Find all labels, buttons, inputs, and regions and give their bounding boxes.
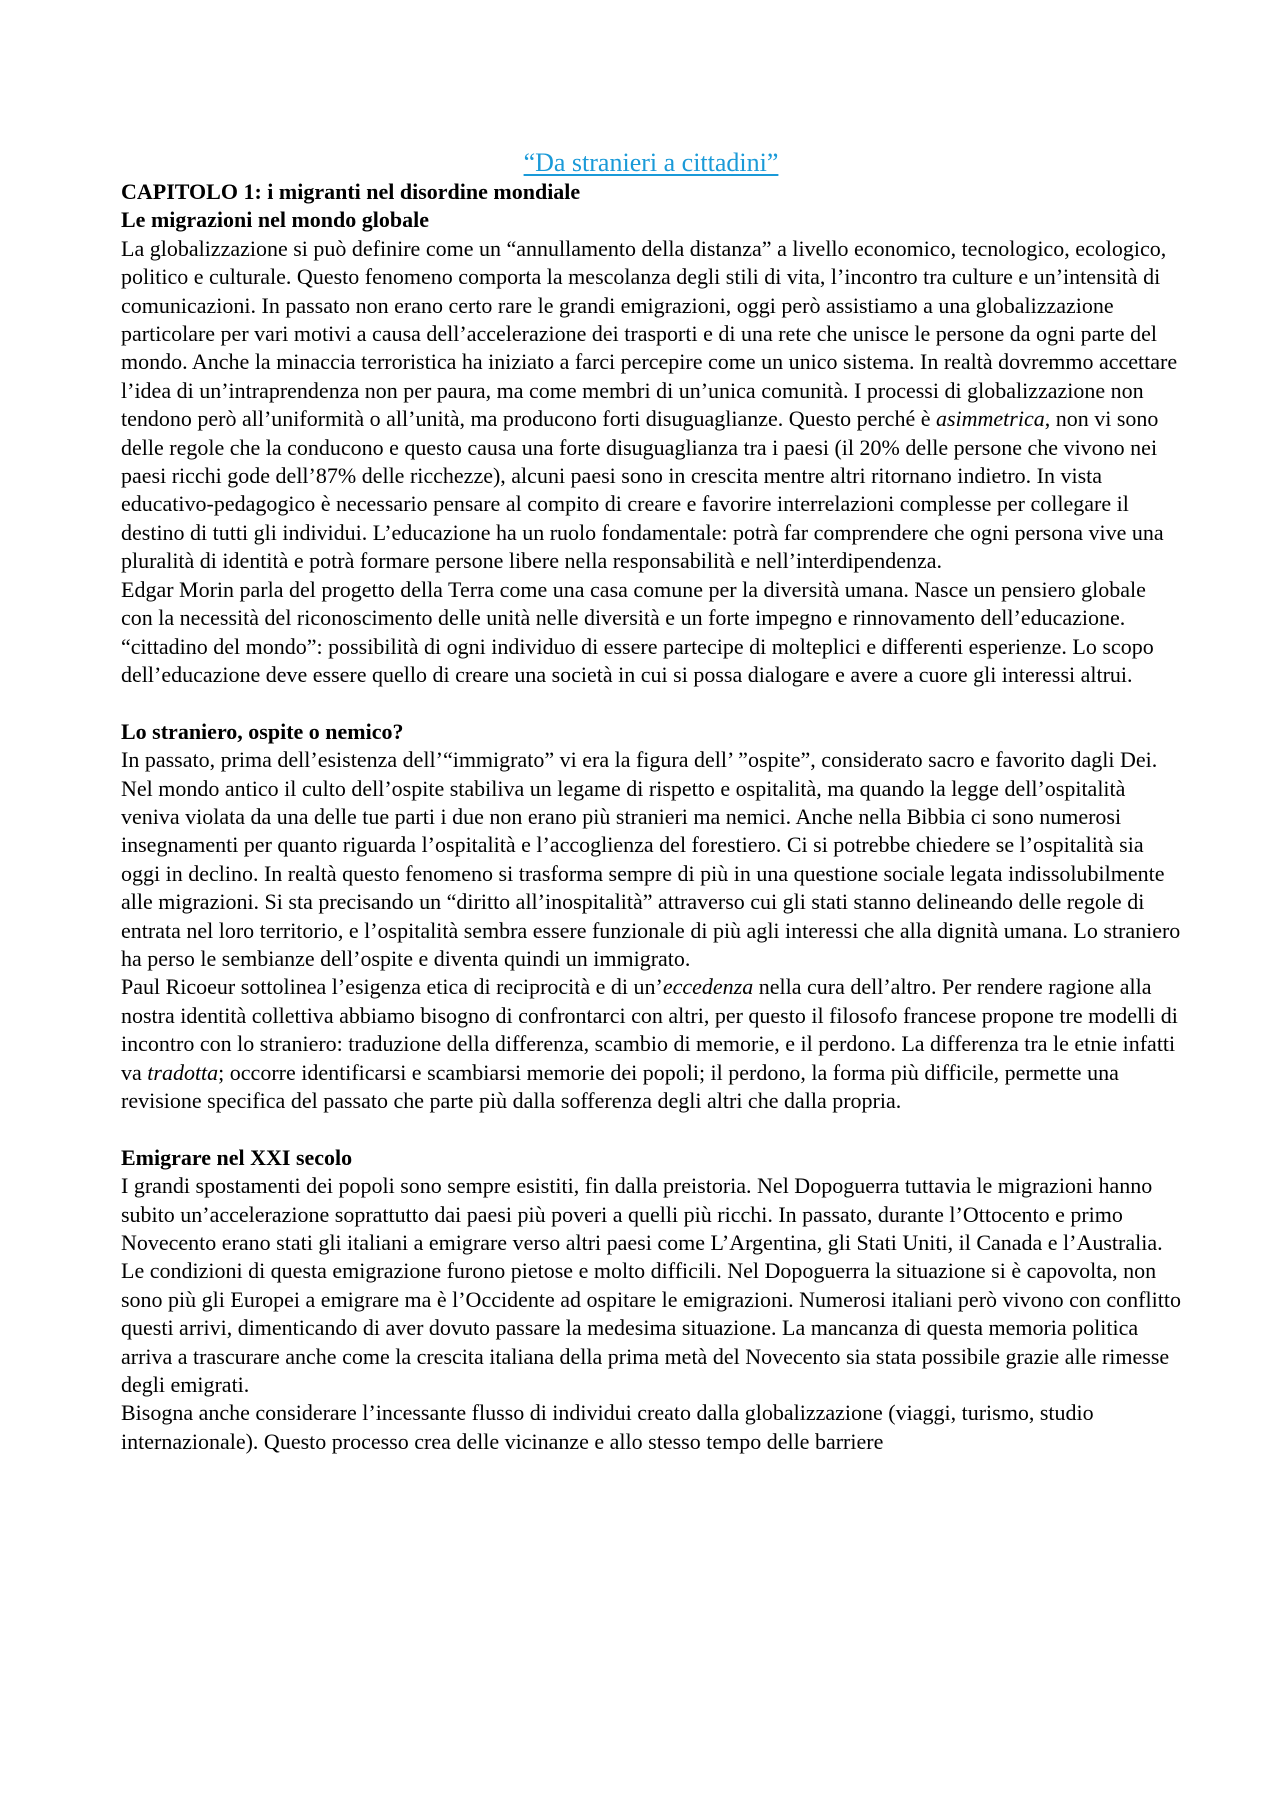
text-run: Paul Ricoeur sottolinea l’esigenza etica di reciprocità e di un’ [121, 974, 663, 1000]
emphasis-asimmetrica: asimmetrica [935, 406, 1045, 432]
section-heading-emigrare: Emigrare nel XXI secolo [121, 1144, 353, 1170]
paragraph-flusso: Bisogna anche considerare l’incessante flusso di individui creato dalla globalizzazione (viaggi, turismo, studio internazionale). Questo processo crea delle vicinanze e allo stesso tempo delle barriere [121, 1400, 1094, 1454]
document-title: “Da stranieri a cittadini” [523, 148, 779, 177]
text-run: nella cura dell’altro. Per rendere ragione alla nostra identità collettiva abbiamo bisogno di confrontarci con altri, per questo il filosofo francese propone tre modelli di incontro con lo straniero: traduzione della differenza, scambio di memorie, e il perdono. La differenza tra le etnie infatti va [121, 974, 1178, 1085]
document-page [121, 148, 1181, 1456]
text-run: ; occorre identificarsi e scambiarsi memorie dei popoli; il perdono, la forma più difficile, permette una revisione specifica del passato che parte più dalla sofferenza degli altri che dalla propria. [121, 1059, 1119, 1113]
paragraph-cittadino-del-mondo: “cittadino del mondo”: possibilità di ogni individuo di essere partecipe di molteplici e differenti esperienze. Lo scopo dell’educazione deve essere quello di creare una società in cui si possa dialogare e avere a cuore gli interessi altrui. [121, 633, 1154, 687]
paragraph-ricoeur [121, 973, 1181, 1115]
paragraph-spostamenti: I grandi spostamenti dei popoli sono sempre esistiti, fin dalla preistoria. Nel Dopoguerra tuttavia le migrazioni hanno subito un’accelerazione soprattutto dai paesi più poveri a quelli più ricchi. In passato, durante l’Ottocento e primo Novecento erano stati gli italiani a emigrare verso altri paesi come L’Argentina, gli Stati Uniti, il Canada e l’Australia. Le condizioni di questa emigrazione furono pietose e molto difficili. Nel Dopoguerra la situazione si è capovolta, non sono più gli Europei a emigrare ma è l’Occidente ad ospitare le emigrazioni. Numerosi italiani però vivono con conflitto questi arrivi, dimenticando di aver dovuto passare la medesima situazione. La mancanza di questa memoria politica arriva a trascurare anche come la crescita italiana della prima metà del Novecento sia stata possibile grazie alle rimesse degli emigrati. [121, 1173, 1181, 1398]
blank-line [121, 689, 1181, 717]
text-run: , non vi sono delle regole che la conducono e questo causa una forte disuguaglianza tra i paesi (il 20% delle persone che vivono nei paesi ricchi gode dell’87% delle ricchezze), alcuni paesi sono in crescita mentre altri ritornano indietro. In vista educativo-pedagogico è necessario pensare al compito di creare e favorire interrelazioni complesse per collegare il destino di tutti gli individui. L’educazione ha un ruolo fondamentale: potrà far comprendere che ogni persona vive una pluralità di identità e potrà formare persone libere nella responsabilità e nell’interdipendenza. [121, 406, 1164, 574]
section-heading-straniero: Lo straniero, ospite o nemico? [121, 718, 404, 744]
section-heading-migrazioni: Le migrazioni nel mondo globale [121, 207, 429, 233]
blank-line [121, 1115, 1181, 1143]
emphasis-eccedenza: eccedenza [662, 974, 754, 1000]
emphasis-tradotta: tradotta [147, 1059, 219, 1085]
paragraph-ospite: In passato, prima dell’esistenza dell’“immigrato” vi era la figura dell’ ”ospite”, considerato sacro e favorito dagli Dei. Nel mondo antico il culto dell’ospite stabiliva un legame di rispetto e ospitalità, ma quando la legge dell’ospitalità veniva violata da una delle tue parti i due non erano più stranieri ma nemici. Anche nella Bibbia ci sono numerosi insegnamenti per quanto riguarda l’ospitalità e l’accoglienza del forestiero. Ci si potrebbe chiedere se l’ospitalità sia oggi in declino. In realtà questo fenomeno si trasforma sempre di più in una questione sociale legata indissolubilmente alle migrazioni. Si sta precisando un “diritto all’inospitalità” attraverso cui gli stati stanno delineando delle regole di entrata nel loro territorio, e l’ospitalità sembra essere funzionale di più agli interessi che alla dignità umana. Lo straniero ha perso le sembianze dell’ospite e diventa quindi un immigrato. [121, 747, 1181, 971]
paragraph-morin: Edgar Morin parla del progetto della Terra come una casa comune per la diversità umana. Nasce un pensiero globale con la necessità del riconoscimento delle unità nelle diversità e un forte impegno e rinnovamento dell’educazione. [121, 576, 1146, 631]
text-run: La globalizzazione si può definire come un “annullamento della distanza” a livello economico, tecnologico, ecologico, politico e culturale. Questo fenomeno comporta la mescolanza degli stili di vita, l’incontro tra culture e un’intensità di comunicazioni. In passato non erano certo rare le grandi emigrazioni, oggi però assistiamo a una globalizzazione particolare per vari motivi a causa dell’accelerazione dei trasporti e di una rete che unisce le persone da ogni parte del mondo. Anche la minaccia terroristica ha iniziato a farci percepire come un unico sistema. In realtà dovremmo accettare l’idea di un’intraprendenza non per paura, ma come membri di un’unica comunità. I processi di globalizzazione non tendono però all’uniformità o all’unità, ma producono forti disuguaglianze. Questo perché è [121, 235, 1178, 432]
chapter-heading: CAPITOLO 1: i migranti nel disordine mondiale [121, 179, 581, 204]
paragraph-globalizzazione [121, 235, 1181, 576]
